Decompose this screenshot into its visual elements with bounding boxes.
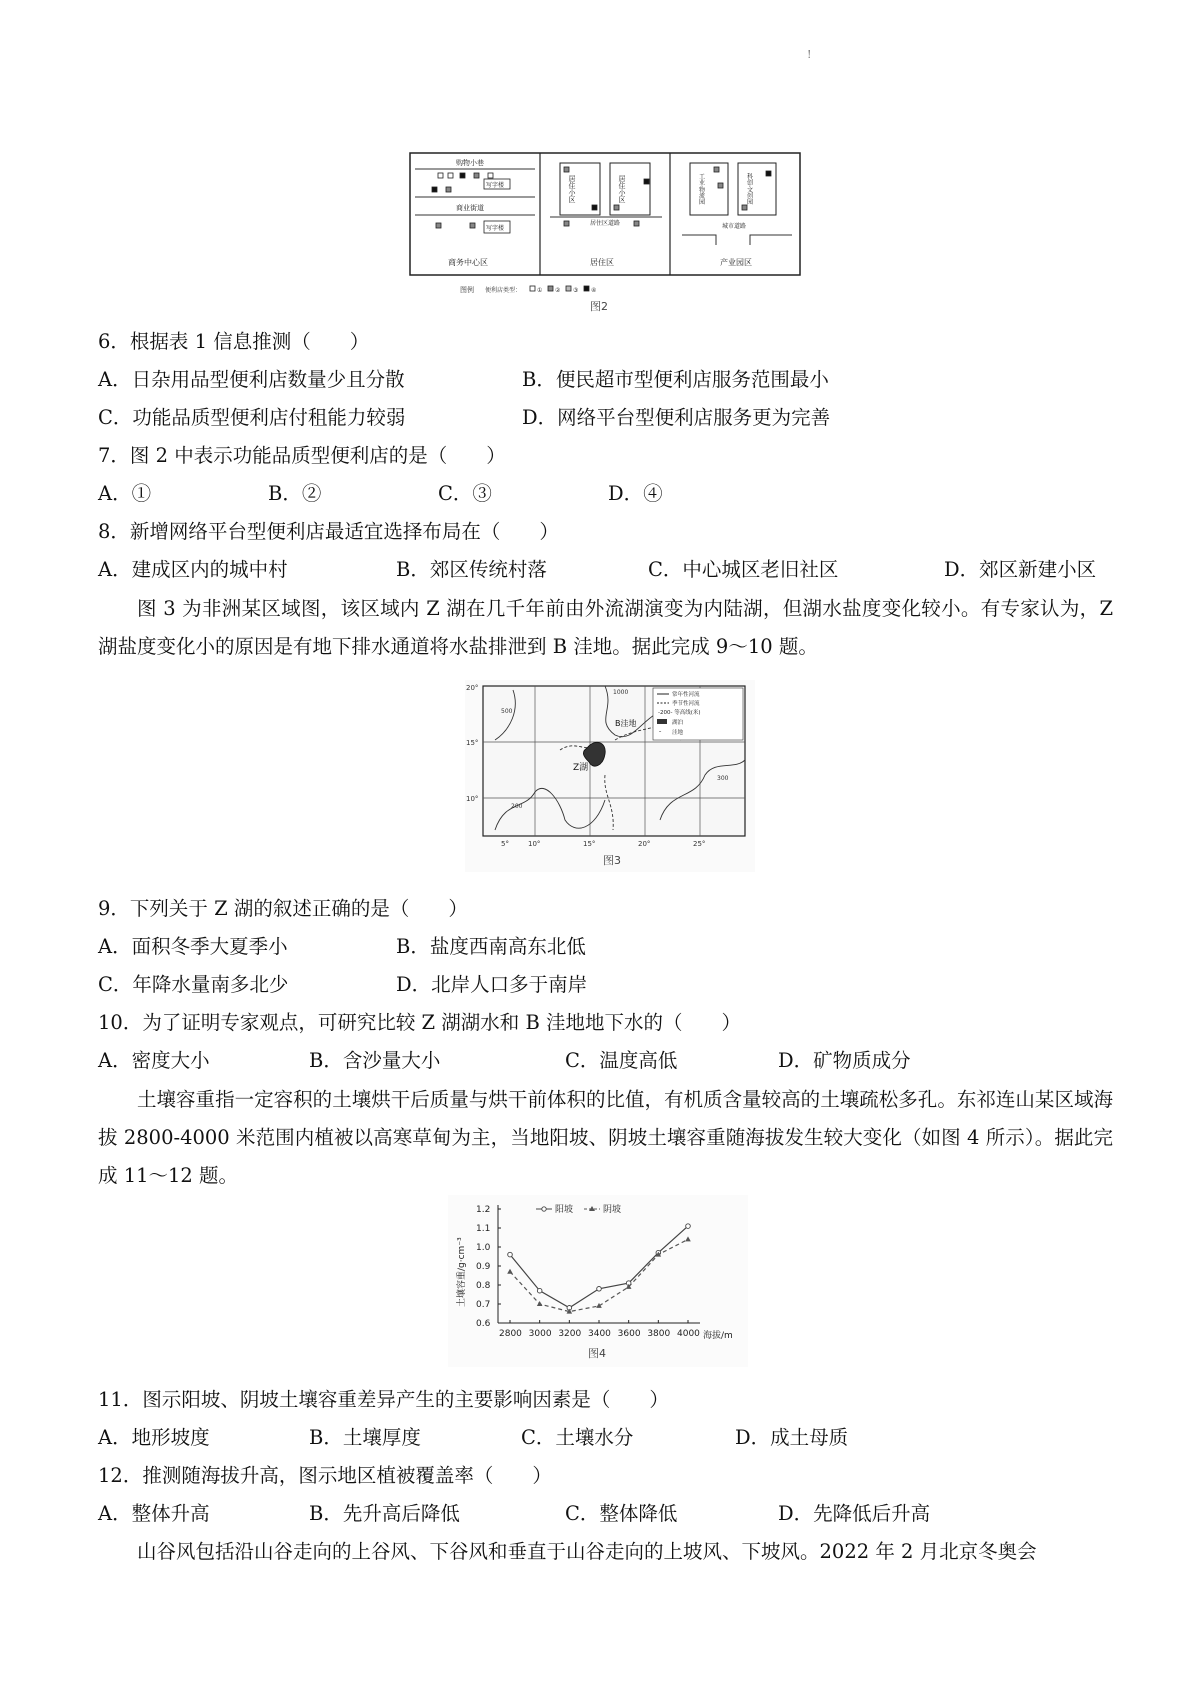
fig4-ytick-label: 0.7 xyxy=(476,1300,491,1310)
intro-q11-q12: 土壤容重指一定容积的土壤烘干后质量与烘干前体积的比值，有机质含量较高的土壤疏松多孔。东祁连山某区域海拔 2800-4000 米范围内植被以高寒草甸为主，当地阳坡、阴坡土壤容重随海拔发生较大变化（如图 4 所示）。据此完成 11～12 题。 xyxy=(98,1088,1113,1187)
q9-stem: 9．下列关于 Z 湖的叙述正确的是（ ） xyxy=(98,897,468,920)
fig4-legend-sunny: 阳坡 xyxy=(555,1205,574,1215)
fig4-ytick-label: 0.9 xyxy=(476,1262,491,1272)
q7-option-b: B．② xyxy=(268,482,322,505)
fig2-legend-1: ① xyxy=(537,287,543,294)
fig2-industrial-stores xyxy=(714,167,771,210)
q9-option-c: C．年降水量南多北少 xyxy=(98,973,289,996)
fig4-xtick-label: 3800 xyxy=(647,1329,671,1339)
q11-option-c: C．土壤水分 xyxy=(521,1426,634,1449)
fig2-ind-block1: 工业·物流园 xyxy=(697,173,705,205)
fig4-legend-shady: 阴坡 xyxy=(603,1205,622,1215)
fig4-xlabel: 海拔/m xyxy=(703,1331,733,1341)
fig4-point-sunny xyxy=(508,1252,513,1257)
fig3-depression-label: B洼地 xyxy=(615,719,637,728)
fig3-lon-20: 20° xyxy=(638,840,651,848)
fig3-lat-15: 15° xyxy=(466,739,479,747)
q7-option-c: C．③ xyxy=(438,482,492,505)
fig3-lon-15: 15° xyxy=(583,840,596,848)
q10-option-b: B．含沙量大小 xyxy=(309,1049,441,1072)
fig2-street-mid: 商业街道 xyxy=(456,204,484,212)
q8-option-b: B．郊区传统村落 xyxy=(396,558,547,581)
q8-option-c: C．中心城区老旧社区 xyxy=(648,558,839,581)
q7-option-d: D．④ xyxy=(608,482,663,505)
q10-option-c: C．温度高低 xyxy=(565,1049,678,1072)
q12-option-d: D．先降低后升高 xyxy=(778,1502,931,1525)
fig4-xtick-label: 3600 xyxy=(617,1329,641,1339)
q11-option-d: D．成土母质 xyxy=(735,1426,849,1449)
page-mark: ! xyxy=(807,48,812,61)
q12-stem: 12．推测随海拔升高，图示地区植被覆盖率（ ） xyxy=(98,1464,552,1487)
fig3-lon-25: 25° xyxy=(693,840,706,848)
q11-stem: 11．图示阳坡、阴坡土壤容重差异产生的主要影响因素是（ ） xyxy=(98,1388,669,1411)
q12-option-a: A．整体升高 xyxy=(98,1502,210,1525)
fig2-res-road: 居住区道路 xyxy=(590,220,621,227)
fig3-caption: 图3 xyxy=(603,854,621,867)
fig2-caption: 图2 xyxy=(590,300,608,313)
q12-option-b: B．先升高后降低 xyxy=(309,1502,460,1525)
fig4-ytick-label: 1.0 xyxy=(476,1243,491,1253)
fig2-office-b: 写字楼 xyxy=(486,225,505,232)
fig2-street-top: 购物小巷 xyxy=(456,159,484,167)
fig4-xtick-label: 4000 xyxy=(677,1329,700,1339)
fig4-xtick-label: 3000 xyxy=(528,1329,552,1339)
fig4-caption: 图4 xyxy=(588,1347,606,1360)
fig3-lon-5: 5° xyxy=(501,840,509,848)
svg-text:ᵕ: ᵕ xyxy=(659,729,662,736)
q6-stem: 6．根据表 1 信息推测（ ） xyxy=(98,330,370,353)
fig3-legend-0: 常年性河流 xyxy=(672,692,700,698)
q10-stem: 10．为了证明专家观点，可研究比较 Z 湖湖水和 B 洼地地下水的（ ） xyxy=(98,1011,741,1034)
q6-option-b: B．便民超市型便利店服务范围最小 xyxy=(522,368,829,391)
fig2-legend-3: ③ xyxy=(573,287,579,294)
q7-option-a: A．① xyxy=(98,482,152,505)
figure-3 xyxy=(465,680,755,872)
fig2-ind-block2: 科创·文创园 xyxy=(745,173,753,205)
fig4-ytick-label: 1.2 xyxy=(476,1205,491,1215)
q7-stem: 7．图 2 中表示功能品质型便利店的是（ ） xyxy=(98,444,506,467)
fig4-ytick-label: 1.1 xyxy=(476,1224,491,1234)
q12-option-c: C．整体降低 xyxy=(565,1502,678,1525)
fig4-point-sunny xyxy=(686,1224,691,1229)
fig3-legend-1: 季节性河流 xyxy=(672,701,700,707)
fig3-legend-4: 洼地 xyxy=(672,730,684,736)
q6-option-c: C．功能品质型便利店付租能力较弱 xyxy=(98,406,406,429)
fig2-legend-label: 便利店类型： xyxy=(485,287,522,294)
fig3-legend-3: 湖泊 xyxy=(672,720,684,726)
fig2-city-road: 城市道路 xyxy=(722,223,747,230)
fig3-contour-200: 200 xyxy=(511,803,523,810)
fig4-point-sunny xyxy=(597,1287,602,1292)
fig3-lat-10: 10° xyxy=(466,795,479,803)
q9-option-a: A．面积冬季大夏季小 xyxy=(98,935,288,958)
fig4-xtick-label: 2800 xyxy=(499,1329,522,1339)
fig2-legend-4: ④ xyxy=(591,287,597,294)
fig4-xtick-label: 3200 xyxy=(558,1329,582,1339)
intro-next: 山谷风包括沿山谷走向的上谷风、下谷风和垂直于山谷走向的上坡风、下坡风。2022 年 2 月北京冬奥会 xyxy=(137,1540,1037,1563)
fig4-xtick-label: 3400 xyxy=(588,1329,611,1339)
fig2-panel3-name: 产业园区 xyxy=(720,258,752,267)
fig4-ytick-label: 0.8 xyxy=(476,1281,491,1291)
q10-option-a: A．密度大小 xyxy=(98,1049,210,1072)
fig2-panel1-name: 商务中心区 xyxy=(448,258,488,267)
fig3-legend-2: -200- 等高线(米) xyxy=(658,710,701,716)
q9-option-d: D．北岸人口多于南岸 xyxy=(396,973,588,996)
q8-option-d: D．郊区新建小区 xyxy=(944,558,1097,581)
fig4-ytick-label: 0.6 xyxy=(476,1319,491,1329)
intro-q9-q10: 图 3 为非洲某区域图，该区域内 Z 湖在几千年前由外流湖演变为内陆湖，但湖水盐度变化较小。有专家认为，Z 湖盐度变化小的原因是有地下排水通道将水盐排泄到 B 洼地。据此完成 9～10 题。 xyxy=(98,597,1113,658)
fig3-contour-1000: 1000 xyxy=(613,689,629,696)
q11-option-b: B．土壤厚度 xyxy=(309,1426,421,1449)
q6-option-d: D．网络平台型便利店服务更为完善 xyxy=(522,406,831,429)
fig3-lon-10: 10° xyxy=(528,840,541,848)
fig2-office-a: 写字楼 xyxy=(486,182,505,189)
fig2-res-block1: 居住小区 xyxy=(568,175,576,203)
figure-2 xyxy=(400,145,805,315)
fig2-panel2-name: 居住区 xyxy=(590,258,614,267)
q6-option-a: A．日杂用品型便利店数量少且分散 xyxy=(98,368,405,391)
fig4-ylabel: 土壤容重/g·cm⁻³ xyxy=(457,1237,467,1307)
figure-4-chart xyxy=(448,1195,748,1367)
fig3-contour-300: 300 xyxy=(717,775,729,782)
fig2-res-block2: 居住小区 xyxy=(618,175,626,203)
q10-option-d: D．矿物质成分 xyxy=(778,1049,911,1072)
fig2-legend-2: ② xyxy=(555,287,561,294)
q8-stem: 8．新增网络平台型便利店最适宜选择布局在（ ） xyxy=(98,520,559,543)
q11-option-a: A．地形坡度 xyxy=(98,1426,210,1449)
fig2-legend-title: 图例 xyxy=(460,286,474,294)
fig3-lat-20: 20° xyxy=(466,684,479,692)
fig3-lake-label: Z湖 xyxy=(573,763,589,773)
q8-option-a: A．建成区内的城中村 xyxy=(98,558,288,581)
fig3-contour-500: 500 xyxy=(501,708,513,715)
q9-option-b: B．盐度西南高东北低 xyxy=(396,935,586,958)
fig4-point-sunny xyxy=(537,1288,542,1293)
